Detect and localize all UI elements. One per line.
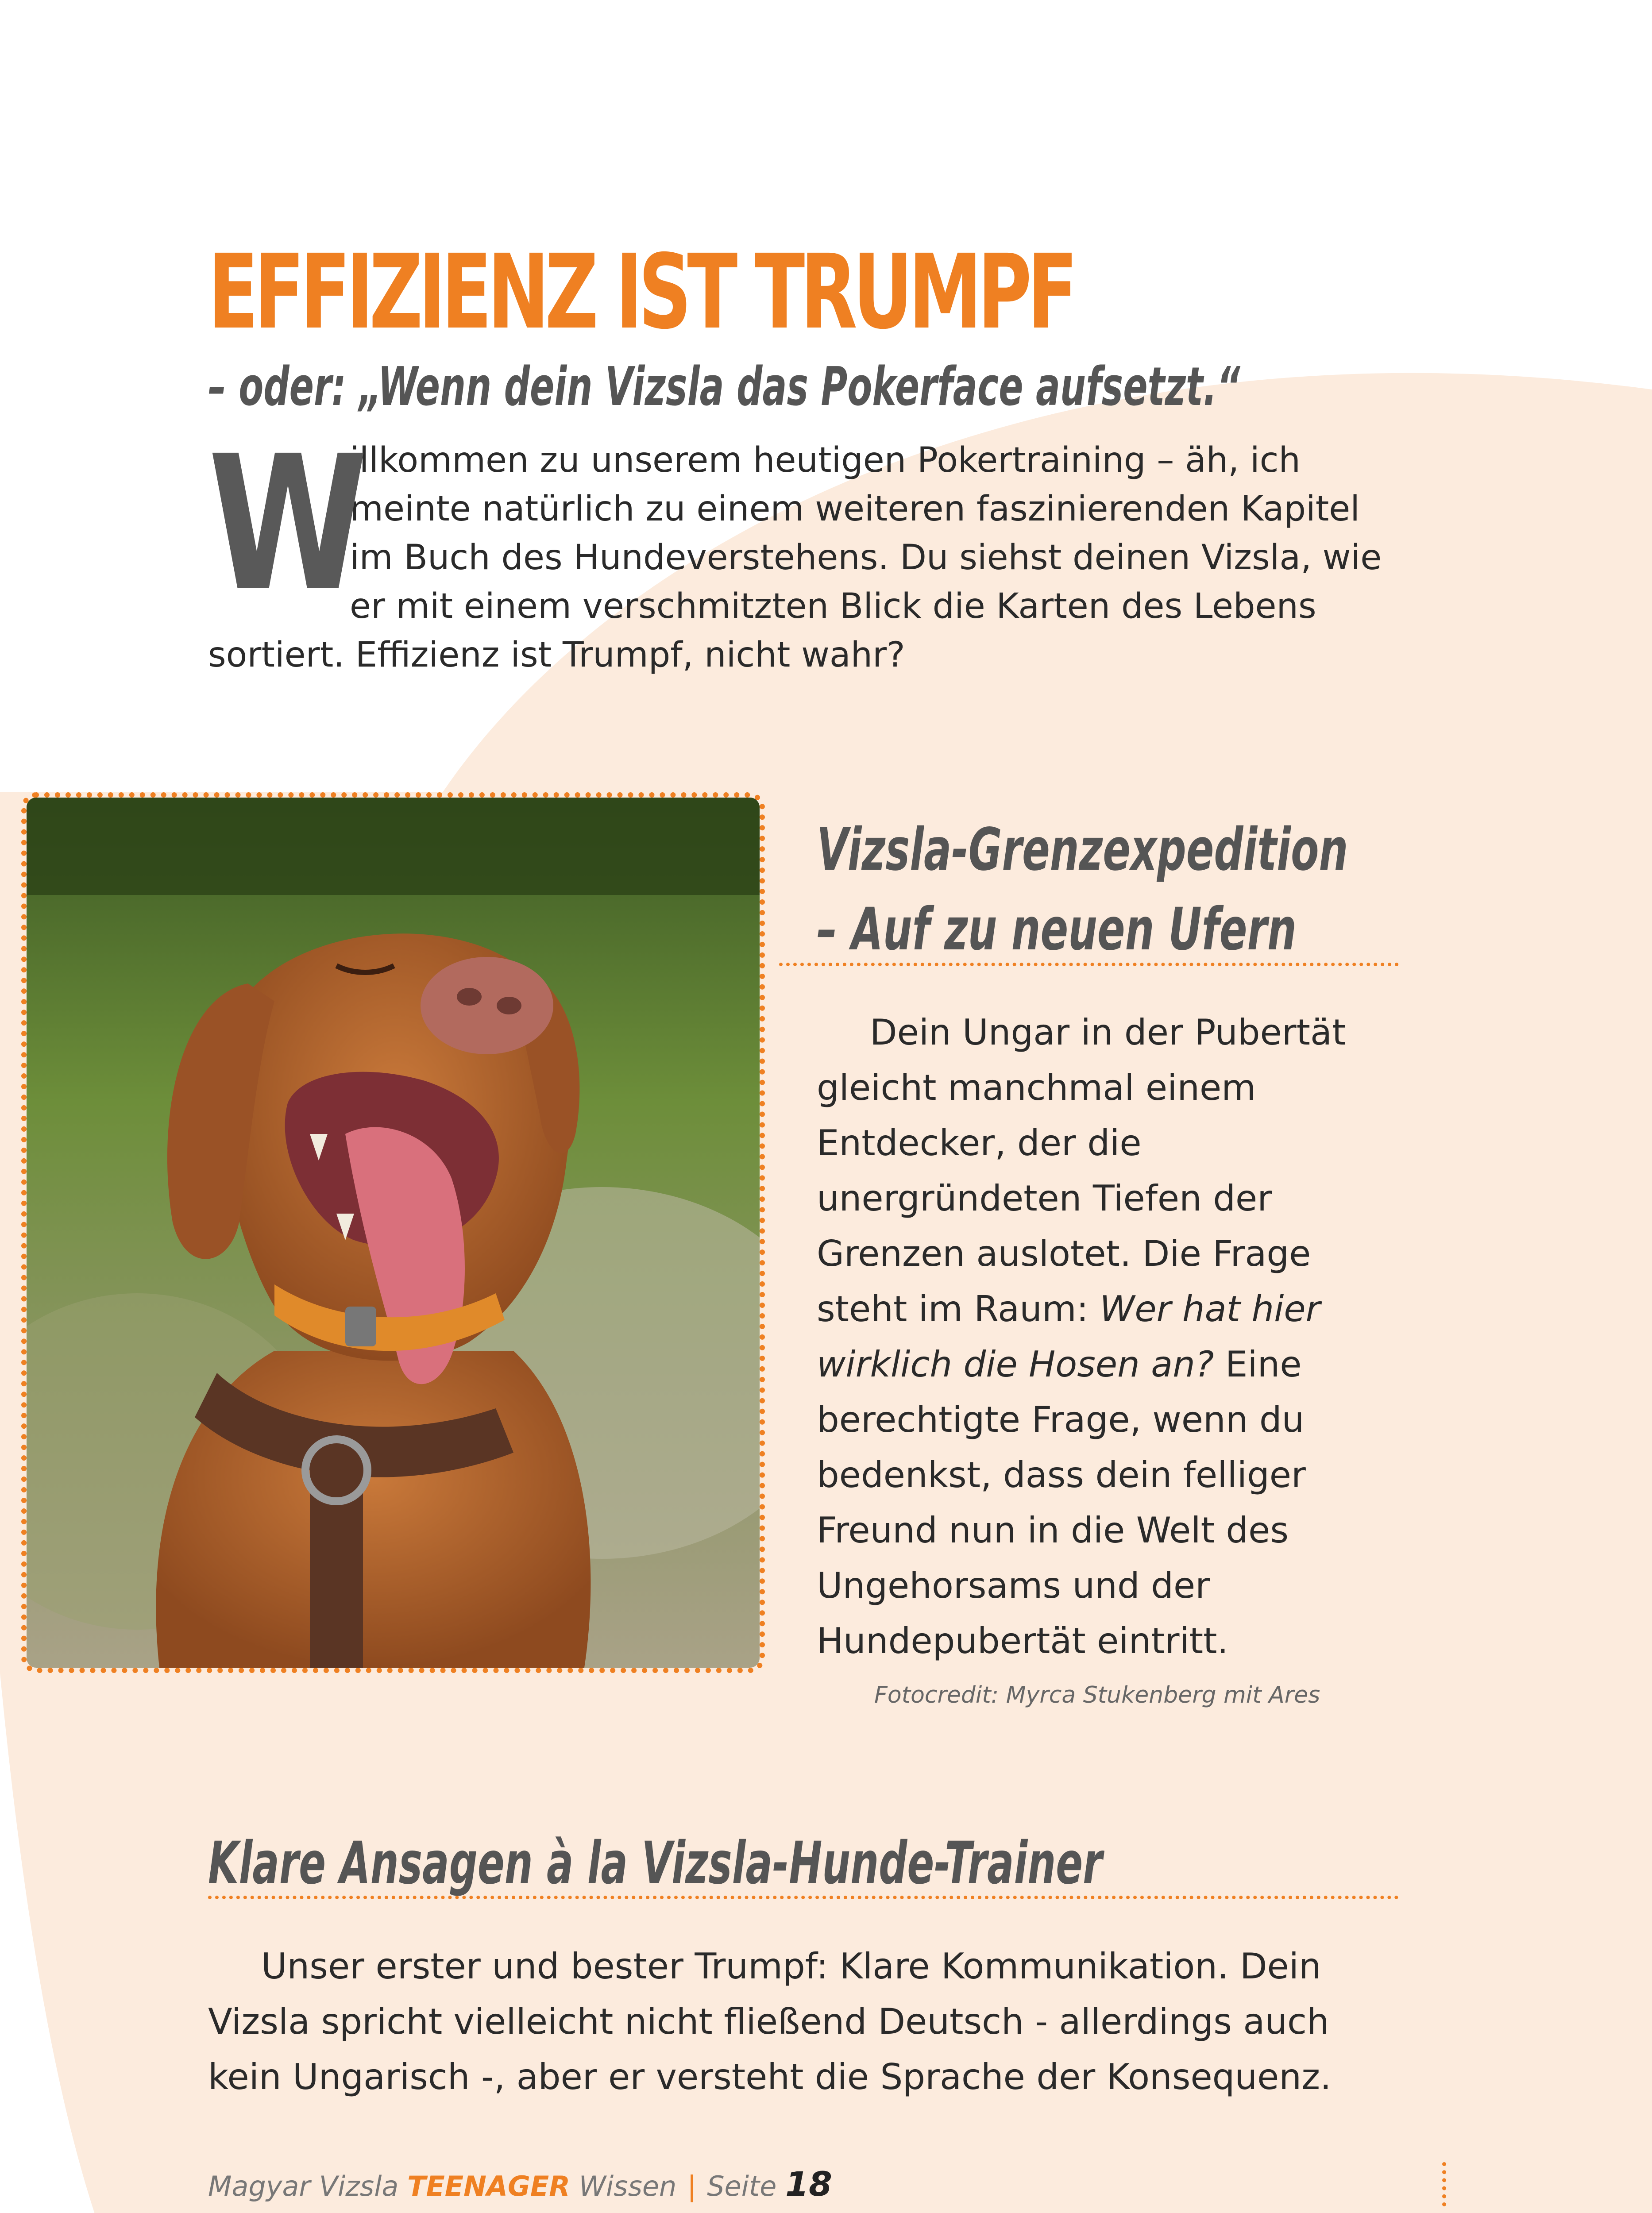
section2-heading: Klare Ansagen à la Vizsla-Hunde-Trainer (208, 1829, 1103, 1897)
intro-text: illkommen zu unserem heutigen Pokertraining – äh, ich meinte natürlich zu einem weiteren faszinierenden Kapitel im Buch des Hundeverstehens. Du siehst deinen Vizsla, wie er mit einem verschmitzten Blick die Karten des Lebens sortiert. Effizienz ist Trumpf, nicht wahr? (208, 440, 1382, 675)
section1-body (817, 1005, 1370, 1669)
dog-photo (21, 792, 765, 1673)
section1-body-text: Dein Ungar in der Pubertät gleicht manchmal einem Entdecker, der die unergründeten Tiefen der Grenzen auslotet. Die Frage steht im Raum: (817, 1012, 1346, 1330)
footer-suffix: Wissen (579, 2170, 677, 2202)
section1-heading: Vizsla-Grenzexpedition – Auf zu neuen Ufern (817, 816, 1348, 964)
section2-divider (208, 1896, 1399, 1899)
section1-body-italic: Wer hat hier wirklich die Hosen an? (817, 1288, 1320, 1385)
section1-body-text-end: Eine berechtigte Frage, wenn du bedenkst, dass dein felliger Freund nun in die Welt des Ungehorsams und der Hundepubertät eintritt. (817, 1344, 1306, 1662)
intro-paragraph (208, 416, 1403, 679)
footer-brand: TEENAGER (407, 2170, 571, 2202)
footer-page-label: Seite (707, 2170, 777, 2202)
section1-divider (779, 963, 1399, 966)
footer-dotted-marker (1442, 2162, 1446, 2206)
section2-body (208, 1939, 1403, 2105)
section2-body-text: Unser erster und bester Trumpf: Klare Kommunikation. Dein Vizsla spricht vielleicht nicht fließend Deutsch - allerdings auch kein Ungarisch -, aber er versteht die Sprache der Konsequenz. (208, 1946, 1332, 2097)
dropcap-letter: W (208, 416, 368, 632)
footer-separator: | (687, 2170, 697, 2202)
photo-credit: Fotocredit: Myrca Stukenberg mit Ares (874, 1682, 1320, 1708)
article-subtitle: – oder: „Wenn dein Vizsla das Pokerface aufsetzt.“ (208, 356, 1240, 418)
footer-prefix: Magyar Vizsla (208, 2170, 399, 2202)
article-title: EFFIZIENZ IST TRUMPF (208, 232, 1073, 352)
page-footer (208, 2164, 832, 2204)
page-number: 18 (785, 2164, 832, 2204)
